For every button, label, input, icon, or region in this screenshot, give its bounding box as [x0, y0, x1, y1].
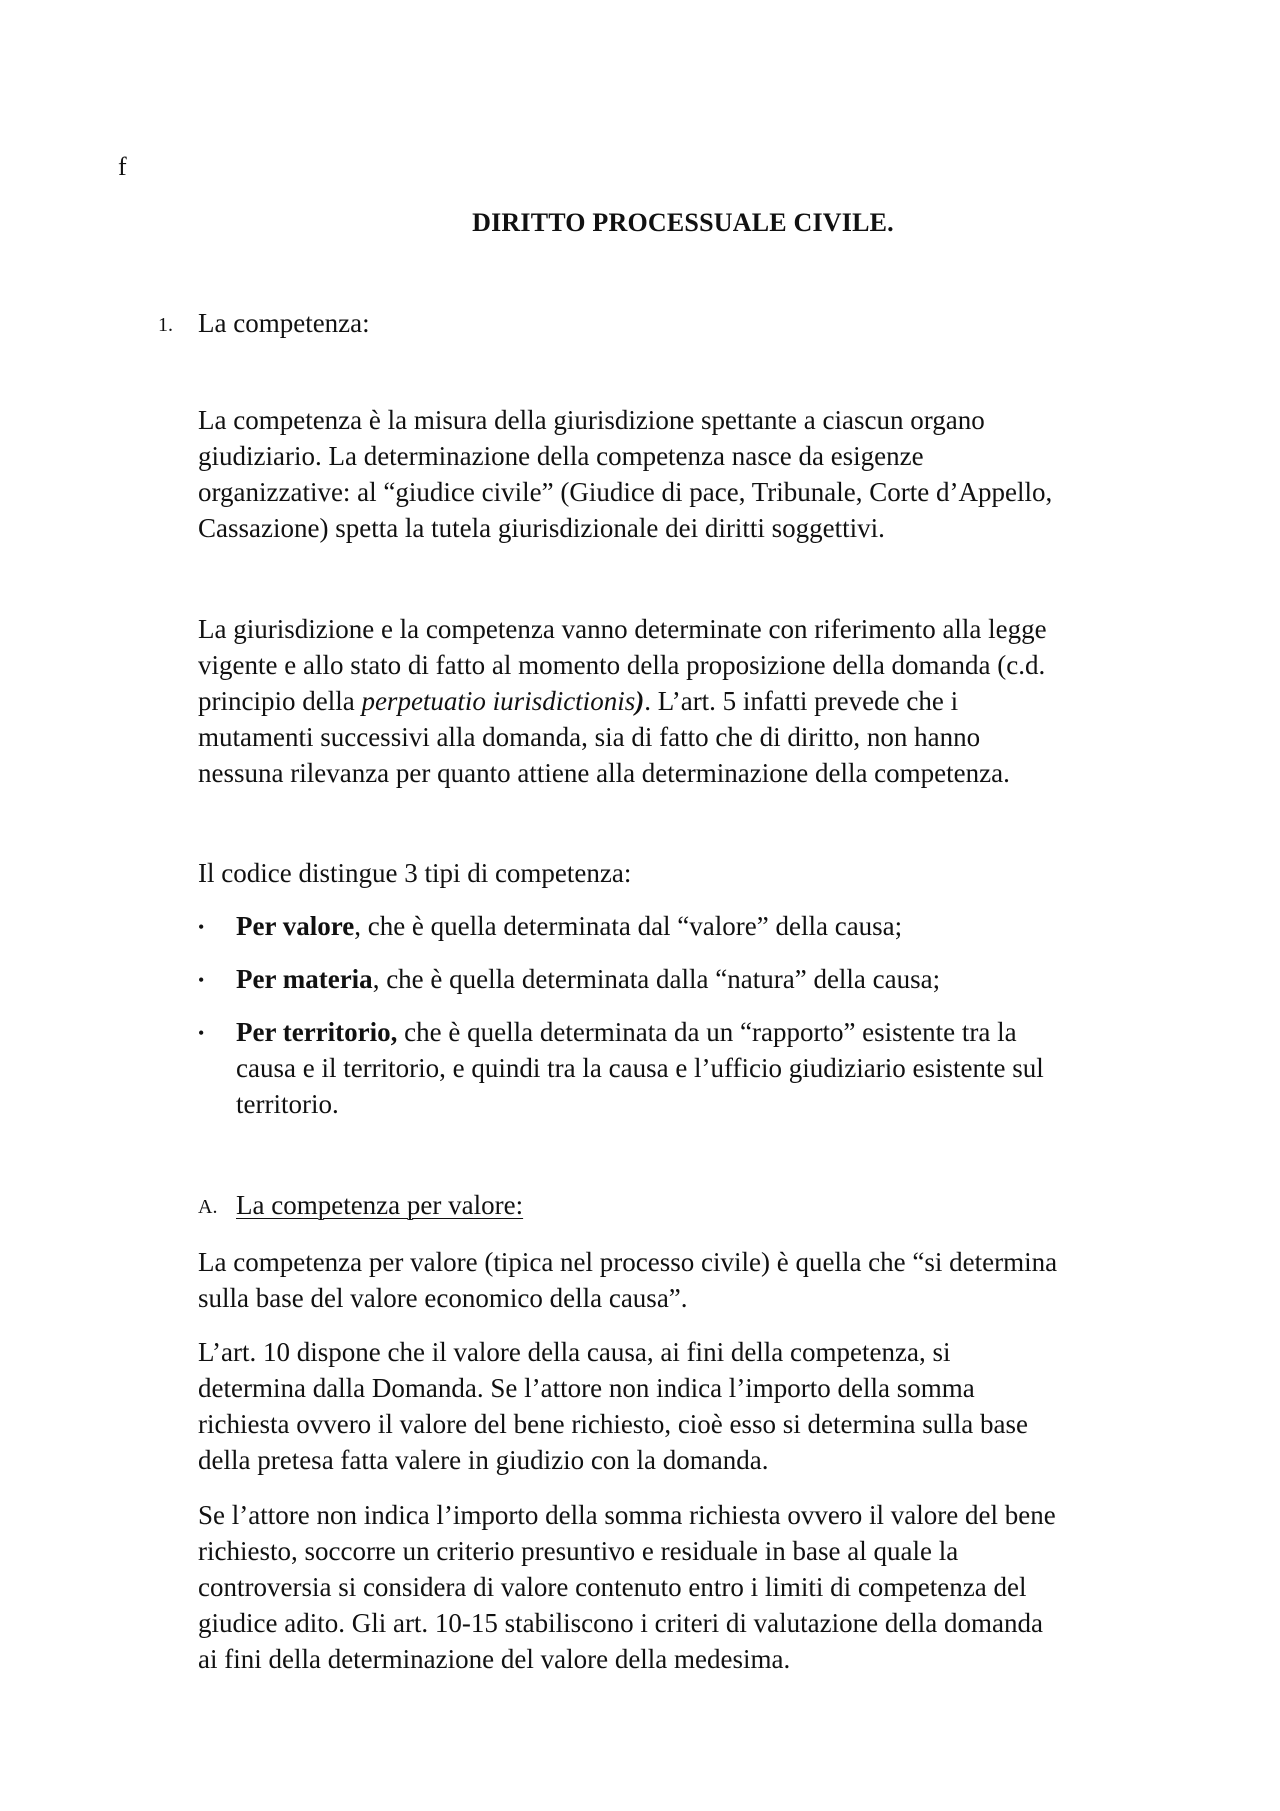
paragraph-line: La competenza per valore (tipica nel processo civile) è quella che “si determina: [198, 1247, 1058, 1277]
paragraph-line: controversia si considera di valore contenuto entro i limiti di competenza del: [198, 1572, 1027, 1602]
paragraph-line: giudice adito. Gli art. 10-15 stabiliscono i criteri di valutazione della domanda: [198, 1608, 1044, 1638]
paragraph-line: determina dalla Domanda. Se l’attore non indica l’importo della somma: [198, 1373, 975, 1403]
bullet-glyph: •: [198, 917, 205, 937]
paragraph-6: [198, 1497, 1056, 1677]
section-heading-text: La competenza:: [198, 308, 370, 338]
section-heading: [198, 305, 370, 341]
paragraph-line: giudiziario. La determinazione della competenza nasce da esigenze: [198, 441, 924, 471]
bullet-term: Per valore: [236, 911, 355, 941]
stray-character: f: [118, 152, 127, 181]
paragraph-line: richiesto, soccorre un criterio presuntivo e residuale in base al quale la: [198, 1536, 959, 1566]
paragraph-1: [198, 402, 1052, 546]
paragraph-3-intro: [198, 855, 631, 891]
text-run: principio della: [198, 686, 362, 716]
paragraph-5: [198, 1334, 1028, 1478]
paragraph-line: L’art. 10 dispone che il valore della causa, ai fini della competenza, si: [198, 1337, 951, 1367]
bullet-line: territorio.: [236, 1089, 339, 1119]
paragraph-line: della pretesa fatta valere in giudizio con la domanda.: [198, 1445, 769, 1475]
paragraph-line: Il codice distingue 3 tipi di competenza:: [198, 858, 632, 888]
bullet-line: [236, 1014, 1044, 1050]
subsection-letter: A.: [198, 1196, 218, 1218]
bullet-item: [236, 908, 902, 944]
closing-paren: ): [635, 686, 645, 716]
text-run: . L’art. 5 infatti prevede che i: [644, 686, 959, 716]
paragraph-line: La giurisdizione e la competenza vanno determinate con riferimento alla legge: [198, 614, 1047, 644]
paragraph-2: [198, 611, 1047, 791]
latin-term: perpetuatio iurisdictionis: [361, 686, 636, 716]
subsection-heading: [236, 1187, 523, 1223]
document-title: DIRITTO PROCESSUALE CIVILE.: [472, 208, 894, 237]
paragraph-4: [198, 1244, 1057, 1316]
paragraph-line: La competenza è la misura della giurisdizione spettante a ciascun organo: [198, 405, 985, 435]
bullet-glyph: •: [198, 970, 205, 990]
text-run: , che è quella determinata dal “valore” della causa;: [354, 911, 903, 941]
bullet-line: [236, 908, 902, 944]
paragraph-line: vigente e allo stato di fatto al momento della proposizione della domanda (c.d.: [198, 650, 1046, 680]
text-run: , che è quella determinata dalla “natura” della causa;: [372, 964, 941, 994]
paragraph-line: ai fini della determinazione del valore della medesima.: [198, 1644, 791, 1674]
paragraph-line: sulla base del valore economico della causa”.: [198, 1283, 688, 1313]
paragraph-line: Cassazione) spetta la tutela giurisdizionale dei diritti soggettivi.: [198, 513, 885, 543]
subsection-heading-text: La competenza per valore:: [236, 1190, 524, 1220]
text-run: che è quella determinata da un “rapporto” esistente tra la: [397, 1017, 1017, 1047]
section-number: 1.: [158, 314, 173, 336]
bullet-line: [236, 961, 940, 997]
bullet-item: [236, 1014, 1044, 1122]
paragraph-line: Se l’attore non indica l’importo della somma richiesta ovvero il valore del bene: [198, 1500, 1056, 1530]
paragraph-line: [198, 683, 1047, 719]
paragraph-line: mutamenti successivi alla domanda, sia di fatto che di diritto, non hanno: [198, 722, 981, 752]
bullet-line: causa e il territorio, e quindi tra la causa e l’ufficio giudiziario esistente sul: [236, 1053, 1044, 1083]
bullet-term: Per territorio,: [236, 1017, 398, 1047]
paragraph-line: nessuna rilevanza per quanto attiene alla determinazione della competenza.: [198, 758, 1010, 788]
bullet-glyph: •: [198, 1023, 205, 1043]
bullet-item: [236, 961, 940, 997]
paragraph-line: organizzative: al “giudice civile” (Giudice di pace, Tribunale, Corte d’Appello,: [198, 477, 1053, 507]
paragraph-line: richiesta ovvero il valore del bene richiesto, cioè esso si determina sulla base: [198, 1409, 1028, 1439]
bullet-term: Per materia: [236, 964, 373, 994]
